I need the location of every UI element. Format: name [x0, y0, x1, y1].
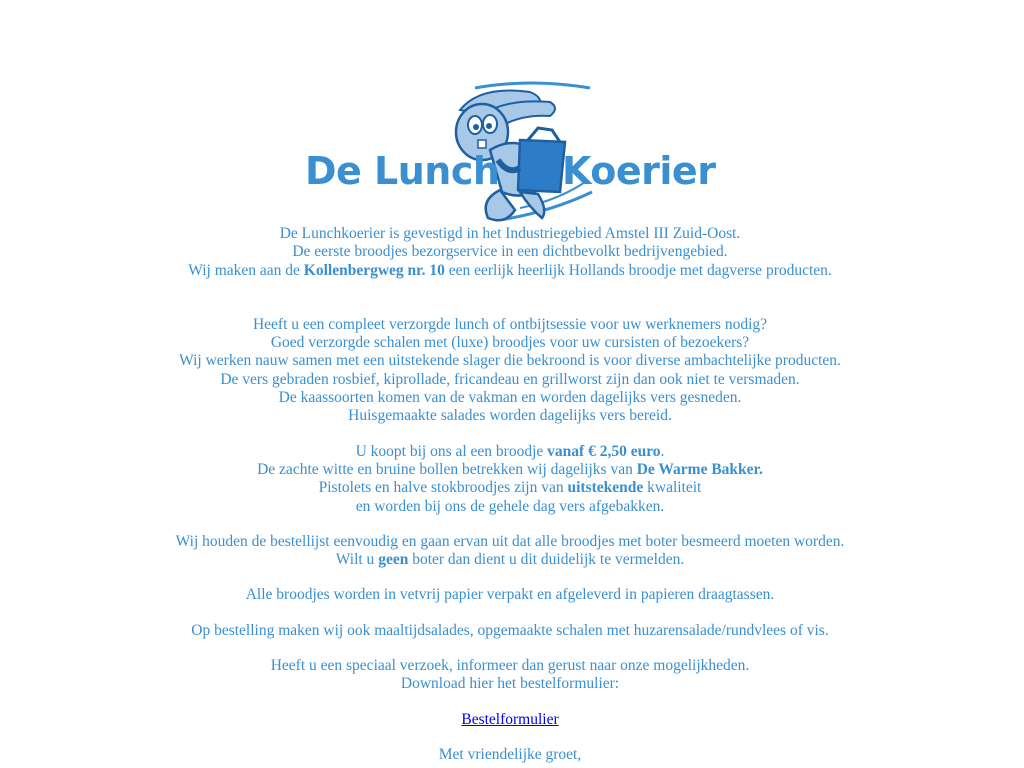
section1-line-5: De kaassoorten komen van de vakman en worden dagelijks vers gesneden.: [278, 389, 742, 407]
intro-line-1: De Lunchkoerier is gevestigd in het Industriegebied Amstel III Zuid-Oost.: [279, 225, 741, 242]
section2-line-4: en worden bij ons de gehele dag vers afgebakken.: [355, 497, 665, 515]
geen-bold: geen: [378, 551, 409, 569]
section1-line-3: Wij werken nauw samen met een uitstekende slager die bekroond is voor diverse ambachtelijke producten.: [179, 352, 841, 370]
section5-line-1: Op bestelling maken wij ook maaltijdsalades, opgemaakte schalen met huzarensalade/rundvlees of vis.: [191, 621, 829, 639]
section2-line-3: Pistolets en halve stokbroodjes zijn van uitstekende kwaliteit: [318, 479, 702, 497]
bakker-bold: De Warme Bakker.: [636, 460, 763, 478]
section4-line-1: Alle broodjes worden in vetvrij papier verpakt en afgeleverd in papieren draagtassen.: [245, 586, 775, 604]
section2-line-2: De zachte witte en bruine bollen betrekken wij dagelijks van De Warme Bakker.: [257, 460, 763, 478]
download-link-row: [0, 711, 1020, 729]
quality-bold: uitstekende: [567, 479, 644, 497]
section6-line-2: Download hier het bestelformulier:: [400, 675, 620, 693]
section1-line-4: De vers gebraden rosbief, kiprollade, fricandeau en grillworst zijn dan ook niet te versmaden.: [220, 370, 800, 388]
section1-line-2: Goed verzorgde schalen met (luxe) broodjes voor uw cursisten of bezoekers?: [270, 334, 750, 352]
section1-line-1: Heeft u een compleet verzorgde lunch of ontbijtsessie voor uw werknemers nodig?: [252, 315, 768, 333]
closing-text: Met vriendelijke groet,: [438, 745, 582, 763]
logo-text-koerier: Koerier: [562, 149, 716, 193]
section3-line-1: Wij houden de bestellijst eenvoudig en gaan ervan uit dat alle broodjes met boter besmeerd moeten worden.: [175, 532, 845, 550]
address-bold: Kollenbergweg nr. 10: [303, 261, 445, 279]
section3-line-2: Wilt u geen boter dan dient u dit duidelijk te vermelden.: [335, 551, 685, 569]
section2-line-1: U koopt bij ons al een broodje vanaf € 2,50 euro.: [355, 442, 665, 460]
logo-text-de-lunch: De Lunch: [305, 149, 500, 193]
intro-line-3: Wij maken aan de Kollenbergweg nr. 10 een eerlijk heerlijk Hollands broodje met dagverse producten.: [188, 261, 832, 279]
intro-line-2: De eerste broodjes bezorgservice in een dichtbevolkt bedrijvengebied.: [292, 243, 728, 261]
section6-line-1: Heeft u een speciaal verzoek, informeer dan gerust naar onze mogelijkheden.: [270, 657, 750, 675]
bestelformulier-link[interactable]: Bestelformulier: [461, 710, 559, 728]
price-bold: vanaf € 2,50 euro: [547, 442, 661, 460]
lunchkoerier-logo: [300, 80, 716, 228]
section1-line-6: Huisgemaakte salades worden dagelijks vers bereid.: [348, 407, 672, 425]
main-content: [0, 225, 1020, 764]
